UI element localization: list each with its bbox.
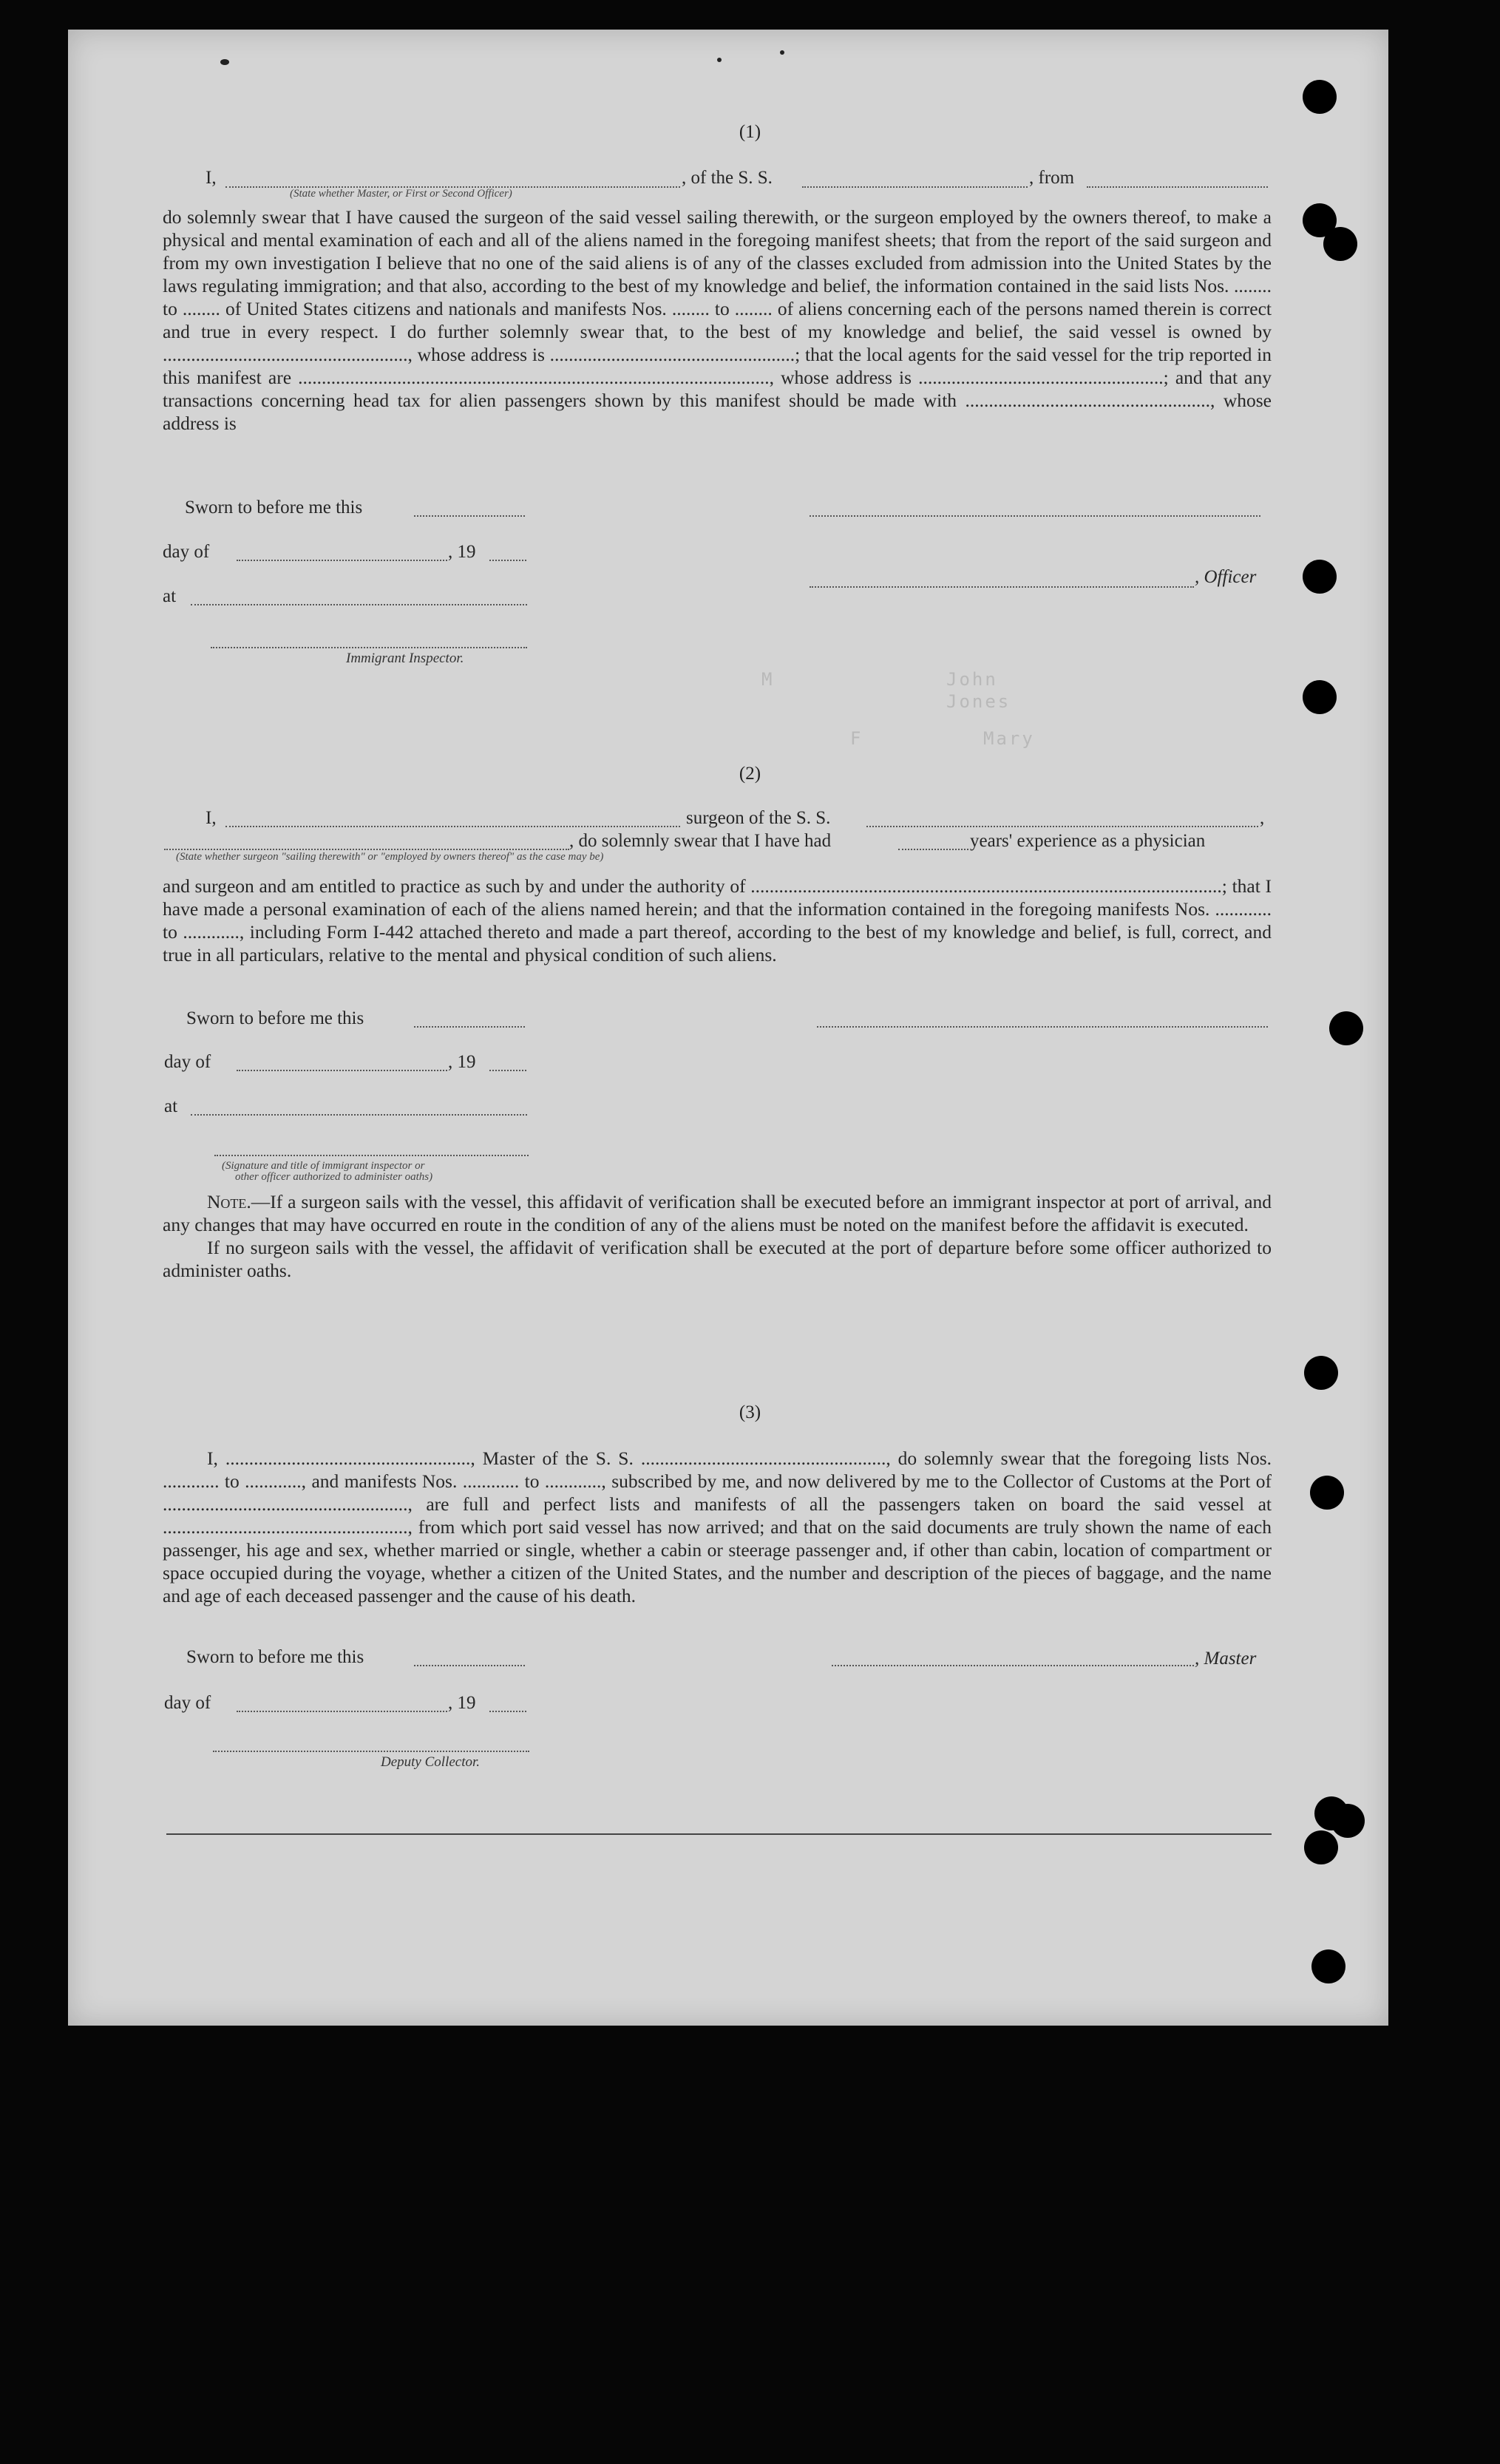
surgeon-signature-field[interactable] [817,1026,1268,1028]
section-2-inspector-signature-field[interactable] [214,1155,529,1156]
section-1-oath-text: do solemnly swear that I have caused the surgeon of the said vessel sailing therewith, or the surgeon employed by the owners thereof, to make a physical and mental examination of each and all of the aliens named in the foregoing manifest sheets; that from the report of the said surgeon and from my own investigation I believe that no one of the said aliens is of any of the classes excluded from admission into the United States by the laws regulating immigration; and that also, according to the best of my knowledge and belief, the information contained in the said lists Nos. ........ to ........ of United States citizens and nationals and manifests Nos. ........ to ........ of aliens concerning each of the persons named therein is correct and true in every respect. I do further solemnly swear that, to the best of my knowledge and belief, the said vessel is owned by ...................................................., whose address is ....................................................; that the local agents for the said vessel for the trip reported in this manifest are ...................................................................................................., whose address is ....................................................; and that any transactions concerning head tax for alien passengers shown by this manifest should be made with ...................................................., whose address is [163,206,1272,434]
punch-hole-3 [1323,227,1357,261]
bleedthrough-text: M [761,669,775,690]
signature-note-2: other officer authorized to administer oaths) [235,1171,433,1183]
section-1-year: , 19 [448,542,476,562]
ink-speck [780,50,784,55]
surgeon-note: (State whether surgeon "sailing therewith" or "employed by owners thereof" as the case may be) [176,851,604,863]
surgeon-name-field[interactable] [225,826,680,827]
section-1-sworn: Sworn to before me this [185,498,363,517]
vessel-name-field[interactable] [802,186,1028,188]
punch-hole-11 [1304,1830,1338,1864]
section-3-sworn-day-field[interactable] [414,1665,525,1666]
bleedthrough-text: F [850,728,863,749]
section-2-day-of: day of [164,1052,211,1072]
of-the-ss-label: , of the S. S. [682,168,773,188]
section-3-month-field[interactable] [237,1711,447,1712]
section-1-sworn-day-field[interactable] [414,515,525,517]
section-2-oath-text: and surgeon and am entitled to practice as such by and under the authority of ....................................................................................................; that I have made a personal examination of each of the aliens named herein; and that the information contained in the foregoing manifests Nos. ............ to ............, including Form I-442 attached thereto and made a part thereof, according to the best of my knowledge and belief, is full, correct, and true in all particulars, relative to the mental and physical condition of such aliens. [163,875,1272,965]
inspector-signature-field[interactable] [211,647,527,648]
section-3-year: , 19 [448,1693,476,1713]
surgeon-vessel-field[interactable] [866,826,1258,827]
section-2-sworn-day-field[interactable] [414,1026,525,1028]
section-3-sworn: Sworn to before me this [186,1647,364,1667]
master-signature-field[interactable] [832,1665,1194,1666]
deputy-collector-caption: Deputy Collector. [381,1754,481,1770]
note-label: Note. [207,1191,251,1212]
collector-signature-field[interactable] [213,1751,529,1752]
section-1-year-field[interactable] [489,560,526,561]
section-3-number: (3) [739,1402,761,1422]
punch-hole-5 [1303,680,1337,714]
ink-speck [220,59,229,65]
section-2-year-field[interactable] [489,1070,526,1071]
section-1-number: (1) [739,122,761,142]
surgeon-capacity-field[interactable] [164,849,569,850]
section-1-month-field[interactable] [237,560,447,561]
section-2-lead: I, [206,808,217,828]
officer-label: , Officer [1195,567,1257,587]
section-2-body [163,875,1272,993]
section-1-day-of: day of [163,542,210,562]
ink-speck [717,58,722,62]
swear-experience-label: , do solemnly swear that I have had [569,831,832,851]
capacity-note: (State whether Master, or First or Second Officer) [290,188,512,200]
note-block [163,1190,1272,1301]
bleedthrough-text: Jones [946,691,1011,712]
punch-hole-8 [1310,1476,1344,1510]
from-label: , from [1029,168,1075,188]
section-3-day-of: day of [164,1693,211,1713]
punch-hole-12 [1311,1949,1345,1983]
section-2-sworn: Sworn to before me this [186,1008,364,1028]
surgeon-of-label: surgeon of the S. S. [686,808,831,828]
section-1-place-field[interactable] [191,604,527,605]
comma: , [1260,808,1265,828]
section-2-month-field[interactable] [237,1070,447,1071]
section-3-year-field[interactable] [489,1711,526,1712]
years-experience-field[interactable] [898,849,968,850]
bleedthrough-text: John [946,669,998,690]
immigrant-inspector-caption: Immigrant Inspector. [346,651,464,666]
section-2-number: (2) [739,764,761,784]
section-2-place-field[interactable] [191,1114,527,1116]
punch-hole-1 [1303,80,1337,114]
signature-note-1: (Signature and title of immigrant inspector or [222,1160,425,1172]
officer-signature-field-top[interactable] [810,515,1260,517]
punch-hole-10 [1331,1804,1365,1838]
master-label: , Master [1195,1649,1257,1669]
section-1-body [163,206,1272,457]
punch-hole-7 [1304,1356,1338,1390]
section-1-at: at [163,586,177,606]
from-port-field[interactable] [1087,186,1268,188]
note-paragraph-2: If no surgeon sails with the vessel, the affidavit of verification shall be executed at the port of departure before some officer authorized to administer oaths. [163,1237,1272,1281]
section-2-at: at [164,1096,178,1116]
section-3-body [163,1447,1272,1632]
bleedthrough-text: Mary [983,728,1035,749]
officer-signature-field[interactable] [810,586,1194,588]
bottom-rule [166,1833,1272,1835]
section-3-oath-text: I, ...................................................., Master of the S. S. ...................................................., do solemnly swear that the foregoing lists Nos. ............ to ............, and manifests Nos. ............ to ............, subscribed by me, and now delivered by me to the Collector of Customs at the Port of ...................................................., are full and perfect lists and manifests of all the passengers taken on board the said vessel at ...................................................., from which port said vessel has now arrived; and that on the said documents are truly shown the name of each passenger, his age and sex, whether married or single, whether a cabin or steerage passenger and, if other than cabin, location of compartment or space occupied during the voyage, whether a citizen of the United States, and the number and description of the pieces of baggage, and the name and age of each deceased passenger and the cause of his death. [163,1447,1272,1606]
section-1-lead: I, [206,168,217,188]
note-text: —If a surgeon sails with the vessel, this affidavit of verification shall be executed before an immigrant inspector at port of arrival, and any changes that may have occurred en route in the condition of any of the aliens must be noted on the manifest before the affidavit is executed. [163,1191,1272,1235]
section-2-year: , 19 [448,1052,476,1072]
punch-hole-4 [1303,560,1337,594]
note-paragraph [163,1190,1272,1236]
punch-hole-6 [1329,1011,1363,1045]
years-experience-label: years' experience as a physician [970,831,1206,851]
